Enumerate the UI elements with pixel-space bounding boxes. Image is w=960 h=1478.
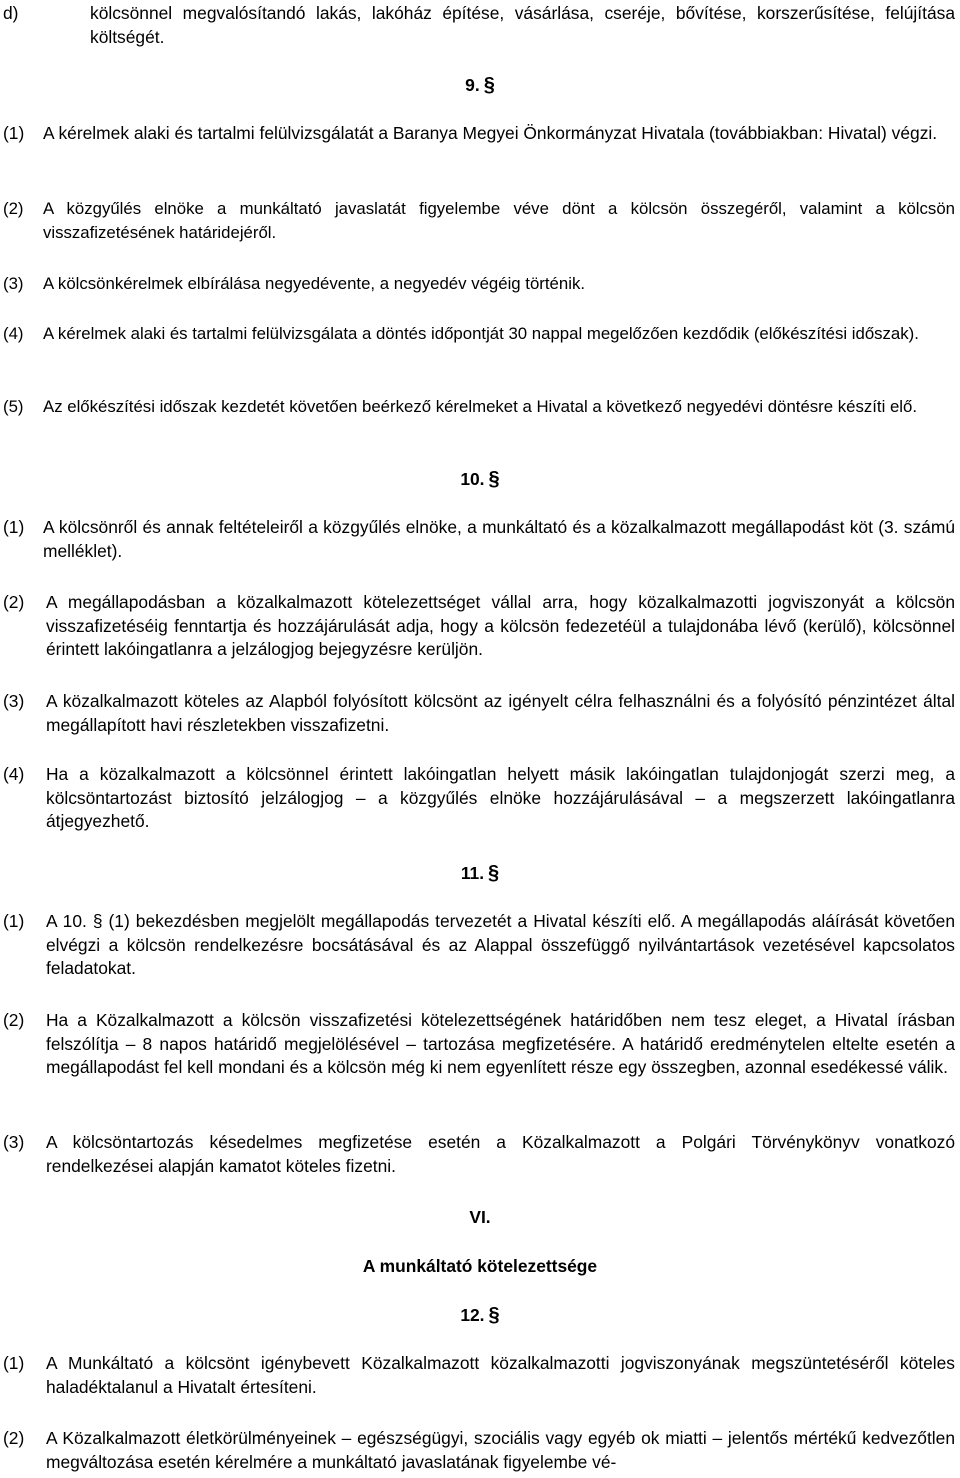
paragraph-text: A megállapodásban a közalkalmazott kötelezettséget vállal arra, hogy közalkalmazotti jogviszonyát a kölcsön visszafizetéséig fenntartja és hozzájárulását adja, hogy a kölcsön fedezetéül a tulajdonába lévő (kerülő), kölcsönnel érintett lakóingatlanra a jelzálogjog bejegyzésre kerüljön. [46, 592, 955, 659]
paragraph-9-4 [3, 322, 955, 346]
chapter-number: VI. [469, 1207, 491, 1227]
paragraph-text: A kérelmek alaki és tartalmi felülvizsgálata a döntés időpontját 30 nappal megelőzően kezdődik (előkészítési időszak). [43, 324, 919, 343]
paragraph-text: Ha a Közalkalmazott a kölcsön visszafizetési kötelezettségének határidőben nem tesz eleget, a Hivatal írásban felszólítja – 8 napos határidő megjelölésével – tartozása megfizetésére. A határidő eredménytelen eltelte esetén a megállapodást fel kell mondani és a kölcsön még ki nem egyenlített része egy összegben, azonnal esedékessé válik. [46, 1010, 955, 1077]
paragraph-10-3 [3, 690, 955, 737]
paragraph-text: A közgyűlés elnöke a munkáltató javaslatát figyelembe véve dönt a kölcsön összegéről, valamint a kölcsön visszafizetésének határidejéről. [43, 199, 955, 242]
paragraph-number: (2) [3, 1010, 25, 1030]
paragraph-10-2 [3, 591, 955, 662]
paragraph-text: A kölcsönkérelmek elbírálása negyedévente, a negyedév végéig történik. [43, 274, 585, 293]
paragraph-12-2 [3, 1427, 955, 1474]
section-heading-12 [0, 1304, 960, 1328]
section-sign: § [488, 468, 500, 490]
paragraph-text: A Munkáltató a kölcsönt igénybevett Közalkalmazott közalkalmazotti jogviszonyának megszüntetéséről köteles haladéktalanul a Hivatalt értesíteni. [46, 1353, 955, 1397]
paragraph-11-1 [3, 910, 955, 981]
paragraph-number: (2) [3, 592, 25, 612]
section-heading-11 [0, 862, 960, 886]
section-sign: § [488, 862, 500, 884]
paragraph-text: A kölcsönről és annak feltételeiről a közgyűlés elnöke, a munkáltató és a közalkalmazott megállapodást köt (3. számú melléklet). [43, 517, 955, 561]
paragraph-number: (3) [3, 274, 24, 293]
paragraph-9-1 [3, 122, 955, 146]
paragraph-number: (3) [3, 1132, 25, 1152]
paragraph-10-1 [3, 516, 955, 563]
paragraph-number: (4) [3, 764, 25, 784]
paragraph-9-3 [3, 272, 955, 296]
paragraph-11-3 [3, 1131, 955, 1178]
paragraph-10-4 [3, 763, 955, 834]
paragraph-9-2 [3, 197, 955, 244]
paragraph-number: (1) [3, 517, 25, 537]
paragraph-text: A kölcsöntartozás késedelmes megfizetése esetén a Közalkalmazott a Polgári Törvénykönyv vonatkozó rendelkezései alapján kamatot köteles fizetni. [46, 1132, 955, 1176]
list-item-d [3, 2, 955, 49]
section-sign: § [483, 74, 495, 96]
paragraph-number: (1) [3, 1353, 25, 1373]
section-number: 9. [465, 75, 480, 95]
paragraph-11-2 [3, 1009, 955, 1080]
paragraph-12-1 [3, 1352, 955, 1399]
paragraph-9-5 [3, 395, 955, 419]
item-label: d) [3, 3, 19, 23]
section-heading-10 [0, 468, 960, 492]
chapter-title: A munkáltató kötelezettsége [362, 1256, 598, 1276]
section-number: 11. [460, 863, 485, 883]
section-number: 12. [460, 1305, 485, 1325]
paragraph-text: Ha a közalkalmazott a kölcsönnel érintett lakóingatlan helyett másik lakóingatlan tulajdonjogát szerzi meg, a kölcsöntartozást biztosító jelzálogjog – a közgyűlés elnöke hozzájárulásával – a megszerzett lakóingatlanra átjegyezhető. [46, 764, 955, 831]
section-heading-9 [0, 74, 960, 98]
paragraph-number: (2) [3, 199, 24, 218]
paragraph-number: (3) [3, 691, 25, 711]
item-text: kölcsönnel megvalósítandó lakás, lakóház építése, vásárlása, cseréje, bővítése, korszerűsítése, felújítása költségét. [90, 3, 955, 47]
paragraph-text: A 10. § (1) bekezdésben megjelölt megállapodás tervezetét a Hivatal készíti elő. A megállapodás aláírását követően elvégzi a kölcsön rendelkezésre bocsátásával és az Alappal összefüggő nyilvántartások vezetésével kapcsolatos feladatokat. [46, 911, 955, 978]
paragraph-number: (5) [3, 397, 24, 416]
section-sign: § [488, 1304, 500, 1326]
paragraph-text: A kérelmek alaki és tartalmi felülvizsgálatát a Baranya Megyei Önkormányzat Hivatala (továbbiakban: Hivatal) végzi. [43, 123, 938, 143]
paragraph-number: (2) [3, 1428, 25, 1448]
paragraph-number: (1) [3, 911, 25, 931]
section-number: 10. [460, 469, 485, 489]
paragraph-number: (4) [3, 324, 24, 343]
paragraph-text: A Közalkalmazott életkörülményeinek – egészségügyi, szociális vagy egyéb ok miatti – jelentős mértékű kedvezőtlen megváltozása esetén kérelmére a munkáltató javaslatának figyelembe vé- [46, 1428, 955, 1472]
paragraph-text: A közalkalmazott köteles az Alapból folyósított kölcsönt az igényelt célra felhasználni és a folyósító pénzintézet által megállapított havi részletekben visszafizetni. [46, 691, 955, 735]
paragraph-text: Az előkészítési időszak kezdetét követően beérkező kérelmeket a Hivatal a következő negyedévi döntésre készíti elő. [43, 397, 918, 416]
paragraph-number: (1) [3, 123, 25, 143]
